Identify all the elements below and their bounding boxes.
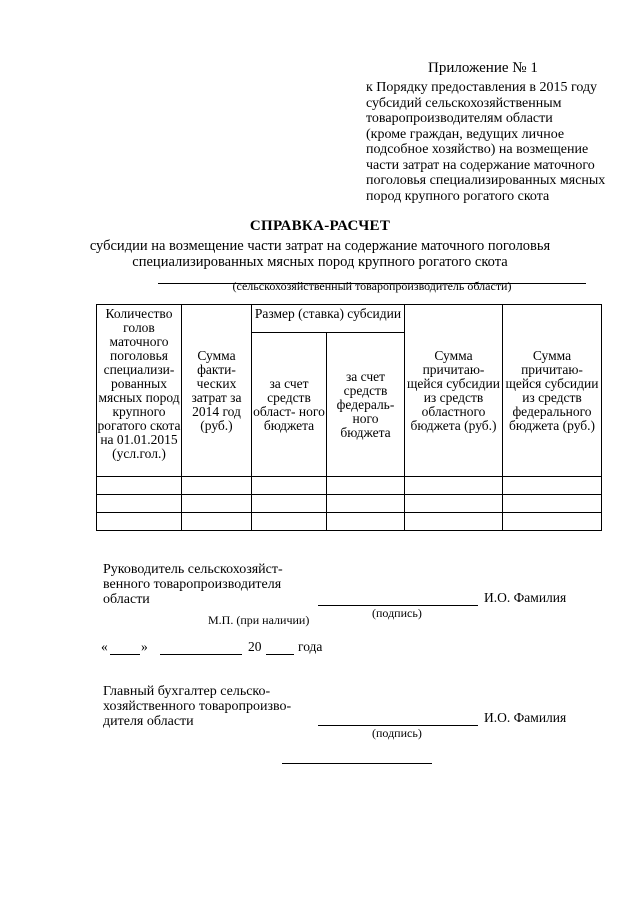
table-cell[interactable] (405, 477, 503, 495)
head-label-line: венного товаропроизводителя (103, 577, 282, 592)
head-signature-label (103, 562, 283, 607)
date-year-prefix: 20 (248, 639, 262, 654)
table-cell[interactable] (327, 495, 405, 513)
header-regional-subsidy: Сумма причитаю- щейся субсидии из средств областного бюджета (руб.) (405, 305, 503, 477)
appendix-text (366, 80, 616, 204)
appendix-line: (кроме граждан, ведущих личное (366, 126, 565, 142)
appendix-line: к Порядку предоставления в 2015 году (366, 80, 598, 95)
table-cell[interactable] (252, 513, 327, 531)
appendix-line: поголовья специализированных мясных (366, 173, 606, 188)
header-rate-federal: за счет средств федераль- ного бюджета (327, 333, 405, 477)
header-federal-subsidy: Сумма причитаю- щейся субсидии из средств федерального бюджета (руб.) (503, 305, 602, 477)
appendix-line: подсобное хозяйство) на возмещение (366, 142, 589, 157)
table-row (97, 513, 602, 531)
accountant-name: И.О. Фамилия (484, 710, 567, 725)
accountant-label-line: хозяйственного товаропроизво- (103, 699, 292, 714)
organization-caption: (сельскохозяйственный товаропроизводитель области) (232, 279, 512, 293)
accountant-signature-caption: (подпись) (372, 726, 422, 740)
document-title: СПРАВКА-РАСЧЕТ (249, 218, 391, 234)
document-subtitle (80, 238, 560, 270)
head-name: И.О. Фамилия (484, 590, 567, 605)
accountant-label-line: дителя области (103, 714, 194, 729)
table-cell[interactable] (182, 477, 252, 495)
table-cell[interactable] (97, 477, 182, 495)
date-open-quote: « (101, 639, 108, 654)
subtitle-line: субсидии на возмещение части затрат на содержание маточного поголовья (89, 238, 551, 254)
head-signature-caption: (подпись) (372, 606, 422, 620)
head-label-line: Руководитель сельскохозяйст- (103, 562, 283, 577)
table-row (97, 477, 602, 495)
table-cell[interactable] (182, 495, 252, 513)
table-cell[interactable] (327, 513, 405, 531)
table-cell[interactable] (252, 495, 327, 513)
stamp-note: М.П. (при наличии) (208, 613, 310, 627)
date-year-suffix: года (298, 639, 323, 654)
head-label-line: области (103, 592, 150, 607)
header-rate-regional: за счет средств област- ного бюджета (252, 333, 327, 477)
accountant-signature-label (103, 684, 291, 729)
header-subsidy-rate: Размер (ставка) субсидии (252, 305, 405, 333)
appendix-line: части затрат на содержание маточного (366, 157, 595, 173)
table-row (97, 495, 602, 513)
accountant-label-line: Главный бухгалтер сельско- (103, 684, 271, 699)
table-cell[interactable] (97, 495, 182, 513)
appendix-title: Приложение № 1 (428, 60, 538, 76)
footer-separator (282, 763, 432, 764)
calculation-table (96, 304, 602, 531)
table-cell[interactable] (503, 513, 602, 531)
table-cell[interactable] (252, 477, 327, 495)
table-cell[interactable] (182, 513, 252, 531)
date-day-field[interactable] (110, 654, 140, 655)
date-close-quote: » (141, 639, 148, 654)
appendix-line: товаропроизводителям области (366, 111, 553, 126)
table-cell[interactable] (327, 477, 405, 495)
date-year-field[interactable] (266, 654, 294, 655)
header-head-count: Количество голов маточного поголовья специализи- рованных мясных пород крупного рогатого скота на 01.01.2015 (усл.гол.) (97, 305, 182, 477)
table-cell[interactable] (405, 513, 503, 531)
header-actual-costs: Сумма факти- ческих затрат за 2014 год (руб.) (182, 305, 252, 477)
date-month-field[interactable] (160, 654, 242, 655)
table-cell[interactable] (503, 477, 602, 495)
subtitle-line: специализированных мясных пород крупного рогатого скота (132, 254, 508, 270)
table-cell[interactable] (97, 513, 182, 531)
appendix-line: пород крупного рогатого скота (366, 188, 550, 204)
appendix-line: субсидий сельскохозяйственным (366, 95, 562, 111)
table-cell[interactable] (503, 495, 602, 513)
table-cell[interactable] (405, 495, 503, 513)
